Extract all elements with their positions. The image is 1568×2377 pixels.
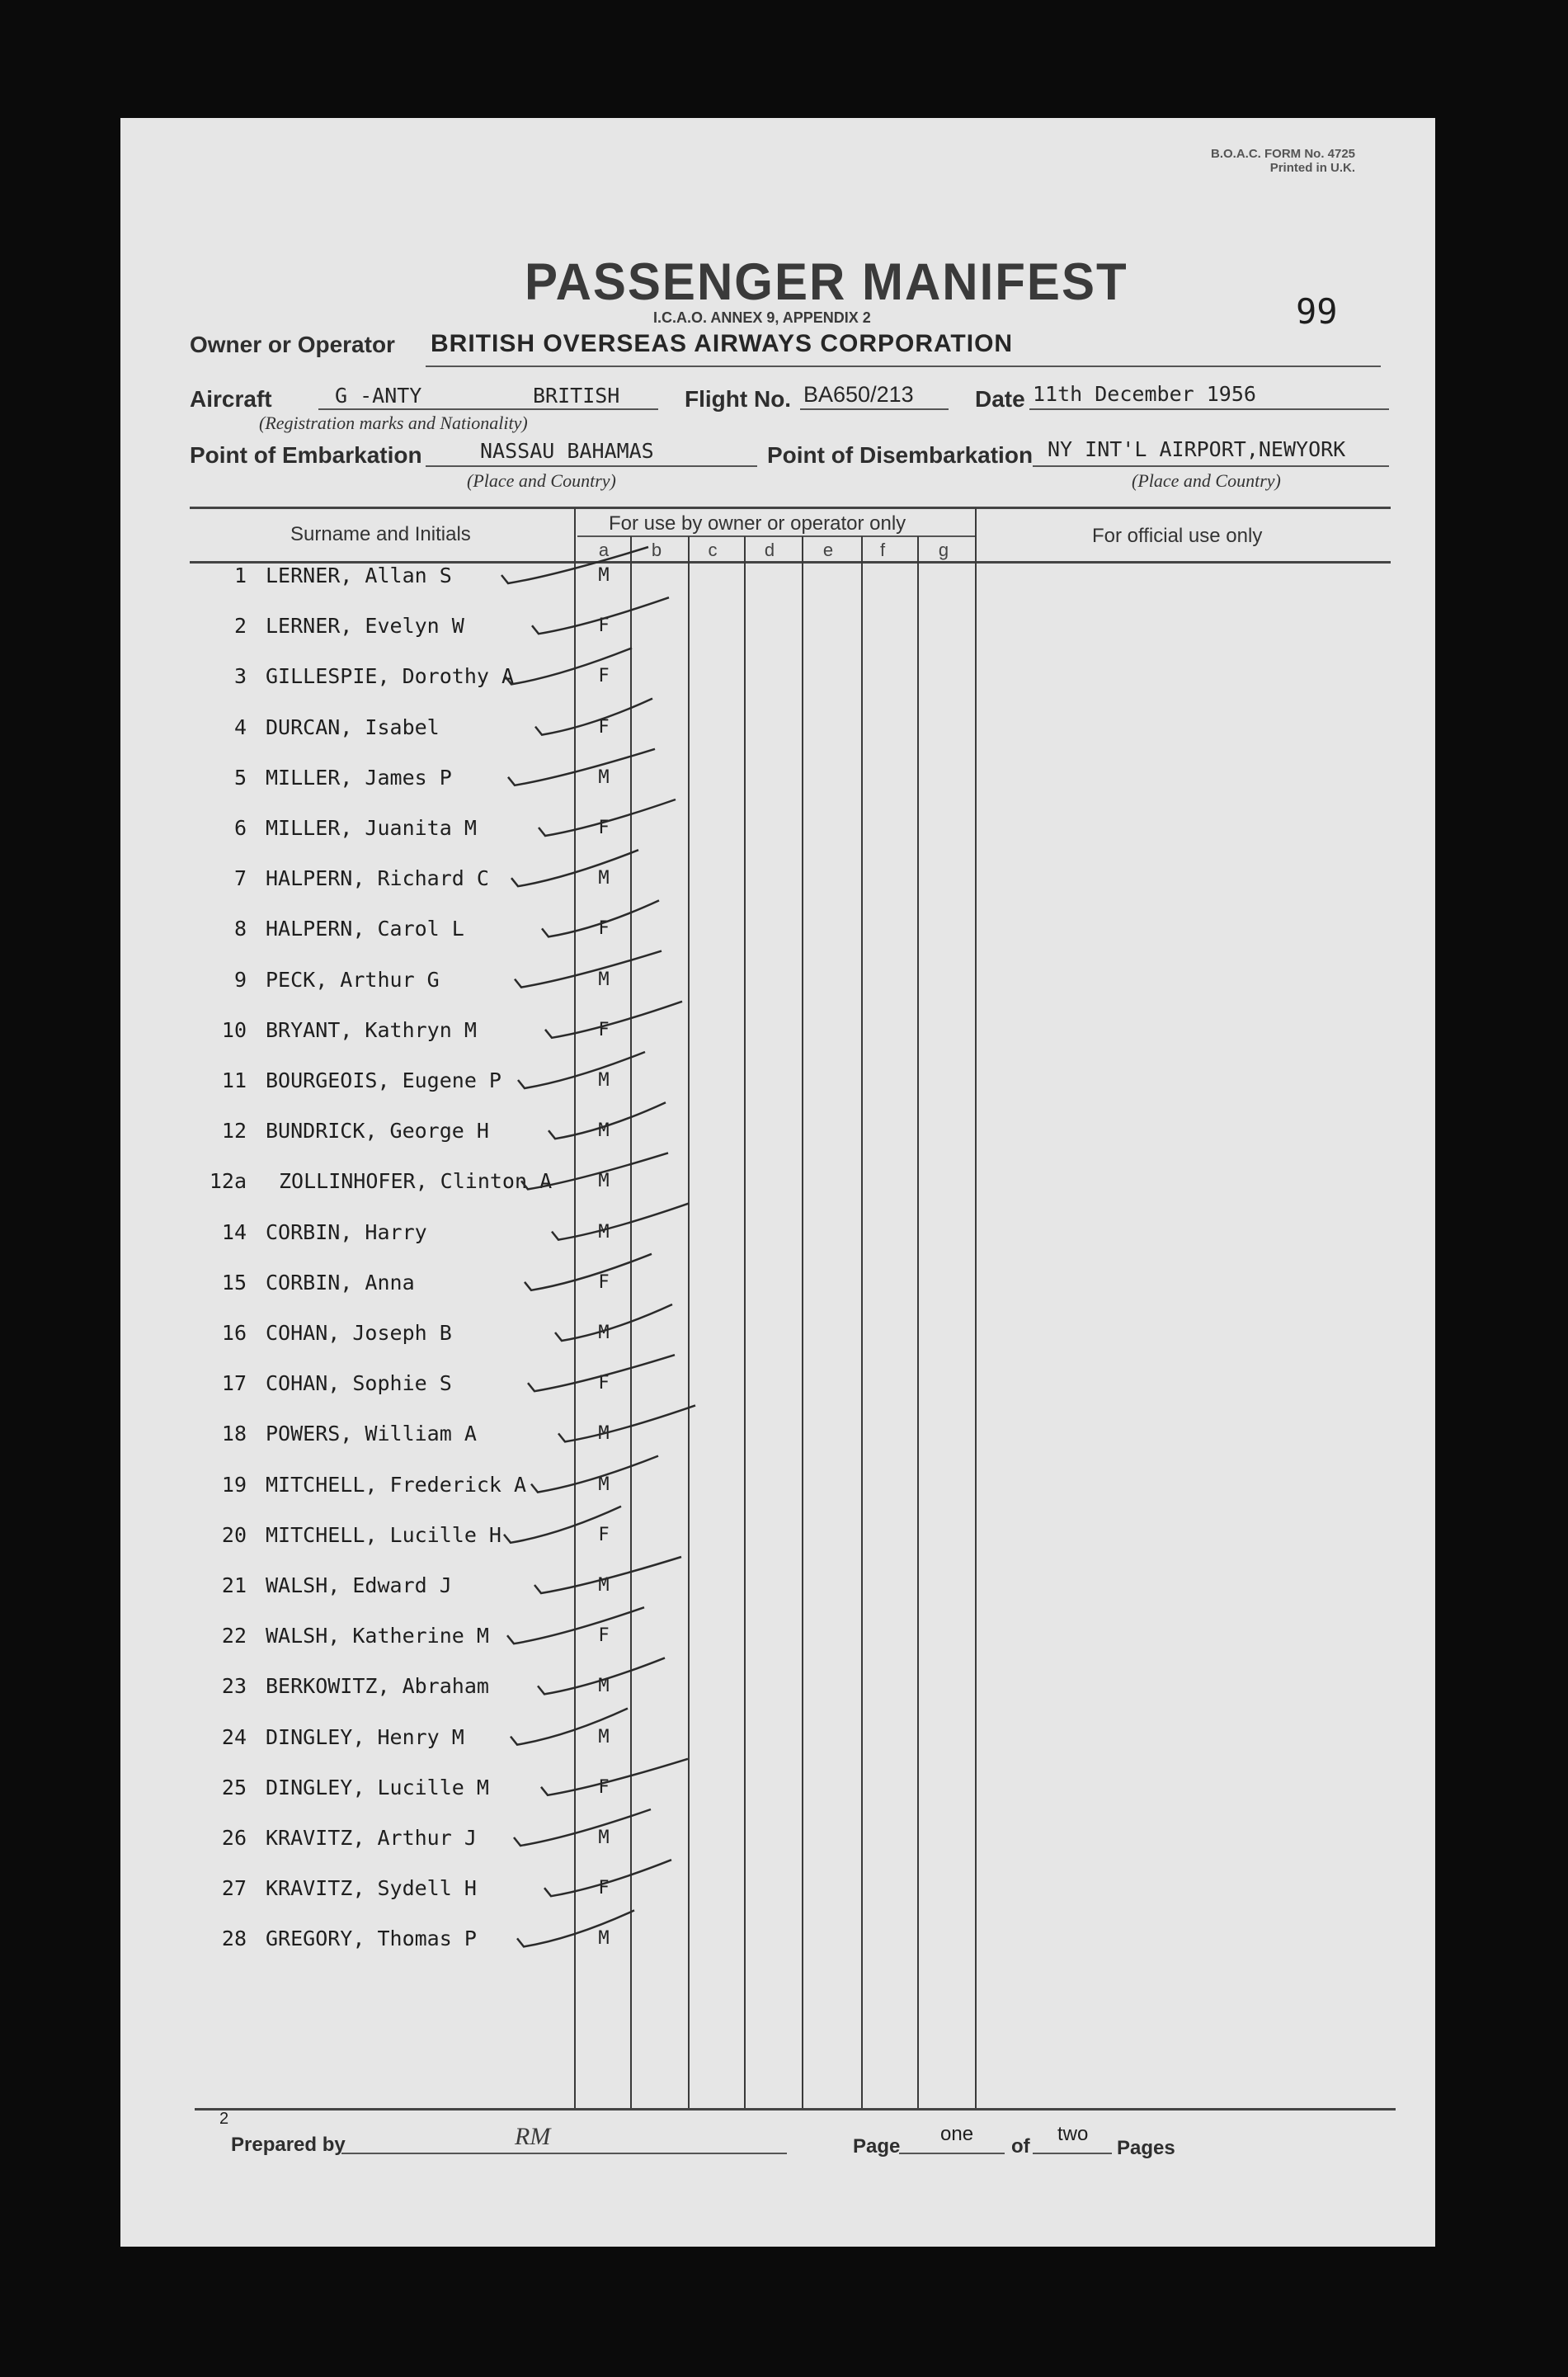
passenger-sex: M	[598, 1120, 610, 1142]
manifest-sheet	[120, 118, 1435, 2247]
tick-mark	[544, 1860, 671, 1899]
column-letter-c: c	[708, 540, 718, 560]
tick-mark	[541, 1759, 688, 1795]
prepared-by-signature: RM	[515, 2123, 551, 2150]
passenger-sex: M	[598, 1221, 610, 1243]
row-number: 26	[221, 1826, 247, 1850]
page-number: 99	[1296, 291, 1338, 332]
tick-mark	[528, 1355, 675, 1391]
tick-mark	[535, 699, 652, 735]
row-number: 6	[233, 816, 247, 840]
row-number: 12	[221, 1119, 247, 1144]
row-number: 2	[233, 614, 247, 639]
passenger-name: CORBIN, Anna	[266, 1270, 415, 1295]
prepared-by-underline	[341, 2153, 787, 2154]
row-number: 11	[221, 1068, 247, 1092]
embarkation-label: Point of Embarkation	[190, 442, 422, 468]
column-letter-g: g	[938, 540, 949, 560]
passenger-sex: F	[598, 1625, 610, 1647]
tick-mark	[538, 1658, 665, 1697]
passenger-sex: F	[598, 1524, 610, 1545]
tick-mark	[549, 1102, 666, 1142]
embarkation-note: (Place and Country)	[467, 470, 616, 491]
row-number: 21	[221, 1573, 247, 1597]
tick-mark	[534, 1557, 681, 1593]
form-number: B.O.A.C. FORM No. 4725 Printed in U.K.	[1211, 147, 1356, 175]
aircraft-label: Aircraft	[190, 386, 272, 412]
passenger-name: CORBIN, Harry	[266, 1219, 427, 1244]
passenger-name: GILLESPIE, Dorothy A	[266, 664, 515, 689]
prepared-by-label: Prepared by	[231, 2134, 346, 2156]
passenger-name: MITCHELL, Lucille H	[266, 1522, 501, 1547]
row-number: 7	[233, 866, 247, 891]
passenger-sex: F	[598, 1878, 610, 1899]
tick-marks	[120, 118, 1435, 2247]
tick-mark	[525, 1254, 652, 1290]
passenger-name: MITCHELL, Frederick A	[266, 1472, 527, 1497]
aircraft-nationality: BRITISH	[533, 384, 620, 408]
passenger-name: BRYANT, Kathryn M	[266, 1017, 477, 1042]
passenger-name: LERNER, Allan S	[266, 564, 452, 587]
row-number: 18	[221, 1422, 247, 1446]
tick-mark	[508, 749, 655, 785]
tick-mark	[515, 951, 662, 988]
passenger-name: MILLER, Juanita M	[266, 816, 477, 840]
passenger-name: KRAVITZ, Sydell H	[266, 1876, 477, 1901]
owner-label: Owner or Operator	[190, 332, 395, 357]
passenger-sex: M	[598, 1928, 610, 1950]
passenger-name: WALSH, Katherine M	[266, 1624, 489, 1648]
passenger-name: WALSH, Edward J	[266, 1573, 452, 1597]
passenger-sex: F	[598, 1373, 610, 1394]
passenger-sex: F	[598, 666, 610, 687]
pages-label: Pages	[1117, 2137, 1175, 2159]
passenger-sex: F	[598, 818, 610, 838]
passenger-name: DINGLEY, Lucille M	[266, 1775, 489, 1799]
page-underline	[899, 2153, 1005, 2154]
tick-mark	[511, 1709, 628, 1745]
passenger-sex: M	[598, 565, 610, 586]
tick-mark	[504, 1507, 621, 1543]
passenger-sex: F	[598, 1019, 610, 1040]
passenger-name: BOURGEOIS, Eugene P	[266, 1068, 501, 1092]
total-underline	[1033, 2153, 1112, 2154]
passenger-name: HALPERN, Richard C	[266, 866, 489, 891]
row-number: 19	[221, 1472, 247, 1497]
row-number: 5	[233, 765, 247, 790]
passenger-name: DURCAN, Isabel	[266, 715, 440, 739]
row-number: 15	[221, 1270, 247, 1295]
column-letter-d: d	[764, 540, 775, 560]
passenger-name: BERKOWITZ, Abraham	[266, 1674, 489, 1699]
row-number: 1	[233, 564, 247, 587]
table-bottom-rule	[195, 2108, 1396, 2111]
passenger-sex: F	[598, 615, 610, 637]
official-column-header: For official use only	[1092, 525, 1263, 547]
tick-mark	[555, 1304, 672, 1341]
row-number: 25	[221, 1775, 247, 1799]
disembarkation-label: Point of Disembarkation	[767, 442, 1034, 468]
row-number: 10	[221, 1017, 247, 1042]
tick-mark	[558, 1405, 695, 1441]
row-number: 23	[221, 1674, 247, 1699]
tick-mark	[542, 900, 659, 936]
tick-mark	[501, 547, 648, 583]
aircraft-registration: G -ANTY	[335, 384, 422, 408]
tick-mark	[521, 1153, 668, 1192]
column-letter-a: a	[598, 540, 610, 560]
passenger-name: COHAN, Sophie S	[266, 1371, 452, 1396]
passenger-sex: M	[598, 1423, 610, 1445]
tick-mark	[552, 1204, 689, 1240]
passenger-sex: F	[598, 918, 610, 940]
passenger-sex: M	[598, 1676, 610, 1697]
flight-label: Flight No.	[685, 386, 792, 412]
tick-mark	[532, 597, 669, 637]
passenger-sex: M	[598, 1575, 610, 1596]
passenger-name: KRAVITZ, Arthur J	[266, 1826, 477, 1850]
row-number: 4	[233, 715, 247, 739]
page-value: one	[940, 2123, 974, 2145]
date-value: 11th December 1956	[1033, 382, 1256, 406]
passenger-name: GREGORY, Thomas P	[266, 1927, 477, 1951]
row-number: 22	[221, 1624, 247, 1648]
row-number: 3	[233, 664, 247, 689]
page-label: Page	[853, 2135, 901, 2158]
passenger-sex: F	[598, 1271, 610, 1293]
disembarkation-value: NY INT'L AIRPORT,NEWYORK	[1048, 437, 1346, 461]
tick-mark	[517, 1910, 634, 1946]
row-number: 12a	[209, 1169, 247, 1194]
passenger-name: HALPERN, Carol L	[266, 917, 464, 941]
column-letter-b: b	[651, 540, 662, 560]
passenger-sex: M	[598, 766, 610, 788]
date-label: Date	[975, 386, 1025, 412]
row-number: 9	[233, 967, 247, 992]
tick-mark	[531, 1456, 658, 1493]
tick-mark	[507, 1607, 644, 1647]
document-subtitle: I.C.A.O. ANNEX 9, APPENDIX 2	[653, 309, 871, 326]
passenger-name: LERNER, Evelyn W	[266, 614, 464, 639]
passenger-sex: M	[598, 868, 610, 889]
tick-mark	[539, 799, 676, 836]
passenger-sex: M	[598, 1726, 610, 1747]
passenger-sex: M	[598, 1070, 610, 1091]
column-letter-e: e	[822, 540, 834, 560]
row-number: 28	[221, 1927, 247, 1951]
passenger-sex: M	[598, 1474, 610, 1495]
row-number: 8	[233, 917, 247, 941]
row-number: 24	[221, 1724, 247, 1749]
row-number: 17	[221, 1371, 247, 1396]
row-number: 27	[221, 1876, 247, 1901]
row-number: 20	[221, 1522, 247, 1547]
of-label: of	[1011, 2135, 1030, 2158]
row-number: 16	[221, 1321, 247, 1345]
passenger-sex: F	[598, 1776, 610, 1798]
passenger-sex: F	[598, 716, 610, 738]
row-number: 14	[221, 1219, 247, 1244]
document-title: PASSENGER MANIFEST	[525, 252, 1128, 311]
tick-mark	[505, 648, 632, 687]
passenger-name: BUNDRICK, George H	[266, 1119, 489, 1144]
disembarkation-note: (Place and Country)	[1132, 470, 1281, 491]
passenger-name: POWERS, William A	[266, 1422, 477, 1446]
passenger-name: ZOLLINHOFER, Clinton A	[279, 1169, 553, 1194]
passenger-name: MILLER, James P	[266, 765, 452, 790]
passenger-sex: M	[598, 1171, 610, 1192]
tick-mark	[518, 1052, 645, 1088]
passenger-name: DINGLEY, Henry M	[266, 1724, 464, 1749]
passenger-sex: M	[598, 969, 610, 990]
column-letter-f: f	[879, 540, 886, 560]
passenger-sex: M	[598, 1323, 610, 1343]
total-pages-value: two	[1057, 2123, 1089, 2145]
operator-column-header: For use by owner or operator only	[609, 512, 906, 535]
passenger-name: COHAN, Joseph B	[266, 1321, 452, 1345]
owner-value: BRITISH OVERSEAS AIRWAYS CORPORATION	[431, 330, 1014, 357]
tick-mark	[511, 850, 638, 886]
aircraft-note: (Registration marks and Nationality)	[259, 413, 528, 433]
passenger-sex: M	[598, 1828, 610, 1848]
footer-small-number: 2	[219, 2110, 229, 2128]
flight-number: BA650/213	[803, 382, 914, 407]
passenger-name: PECK, Arthur G	[266, 967, 440, 992]
embarkation-value: NASSAU BAHAMAS	[480, 439, 654, 463]
name-column-header: Surname and Initials	[290, 523, 471, 545]
tick-mark	[514, 1809, 651, 1846]
tick-mark	[545, 1002, 682, 1038]
